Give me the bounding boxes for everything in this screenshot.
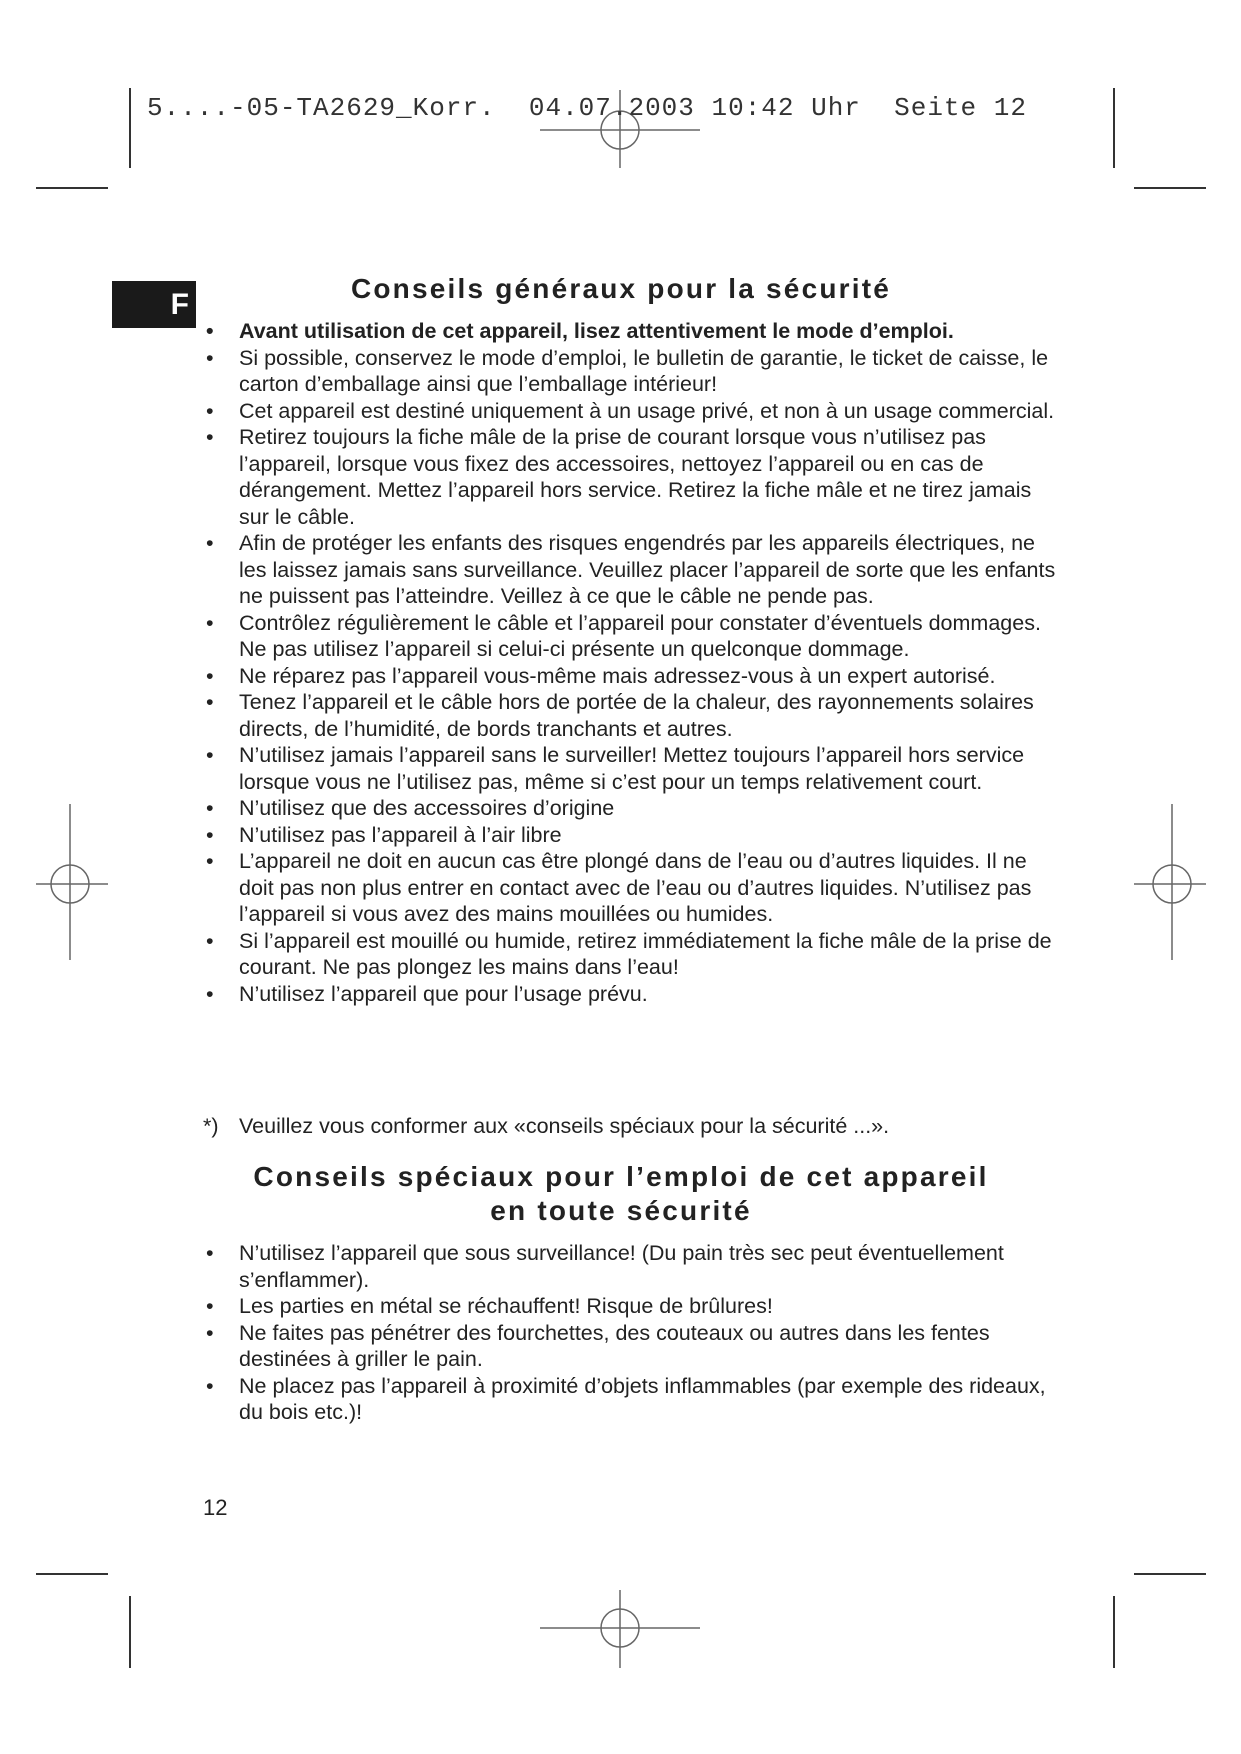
list-item: • Les parties en métal se réchauffent! Risque de brûlures! (203, 1293, 1063, 1320)
list-item: • Afin de protéger les enfants des risques engendrés par les appareils électriques, ne les laissez jamais sans surveillance. Veuillez placer l’appareil de sorte que les enfants ne puissent pas l’atteindre. Veillez à ce que le câble ne pende pas. (203, 530, 1063, 610)
footnote (203, 1113, 889, 1139)
list-item: • Ne faites pas pénétrer des fourchettes, des couteaux ou autres dans les fentes destinées à griller le pain. (203, 1320, 1063, 1373)
registration-target-icon (1134, 804, 1206, 960)
safety-list (203, 318, 1063, 1007)
list-item: • Ne réparez pas l’appareil vous-même mais adressez-vous à un expert autorisé. (203, 663, 1063, 690)
list-item: • N’utilisez jamais l’appareil sans le surveiller! Mettez toujours l’appareil hors service lorsque vous ne l’utilisez pas, même si c’est pour un temps relativement court. (203, 742, 1063, 795)
list-item: • Cet appareil est destiné uniquement à un usage privé, et non à un usage commercial. (203, 398, 1063, 425)
list-item: • Ne placez pas l’appareil à proximité d’objets inflammables (par exemple des rideaux, du bois etc.)! (203, 1373, 1063, 1426)
footnote-marker: *) (203, 1114, 219, 1138)
registration-target-icon (540, 1590, 700, 1668)
list-item: • L’appareil ne doit en aucun cas être plongé dans de l’eau ou d’autres liquides. Il ne doit pas non plus entrer en contact avec de l’eau ou d’autres liquides. N’utilisez pas l’appareil si vous avez des mains mouillées ou humides. (203, 848, 1063, 928)
list-item: • N’utilisez l’appareil que sous surveillance! (Du pain très sec peut éventuellement s’enflammer). (203, 1240, 1063, 1293)
list-item: • N’utilisez que des accessoires d’origine (203, 795, 1063, 822)
list-item: • Si possible, conservez le mode d’emploi, le bulletin de garantie, le ticket de caisse, le carton d’emballage ainsi que l’emballage intérieur! (203, 345, 1063, 398)
list-item: • Retirez toujours la fiche mâle de la prise de courant lorsque vous n’utilisez pas l’appareil, lorsque vous fixez des accessoires, nettoyez l’appareil ou en cas de dérangement. Mettez l’appareil hors service. Retirez la fiche mâle et ne tirez jamais sur le câble. (203, 424, 1063, 530)
list-item: • Contrôlez régulièrement le câble et l’appareil pour constater d’éventuels dommages. Ne pas utilisez l’appareil si celui-ci présente un quelconque dommage. (203, 610, 1063, 663)
list-item: • Avant utilisation de cet appareil, lisez attentivement le mode d’emploi. (203, 318, 1063, 345)
section1-title: Conseils généraux pour la sécurité (350, 273, 892, 304)
page-number: 12 (203, 1495, 228, 1520)
list-item: • N’utilisez l’appareil que pour l’usage prévu. (203, 981, 1063, 1008)
section2-title (206, 1160, 1036, 1228)
list-item: • Si l’appareil est mouillé ou humide, retirez immédiatement la fiche mâle de la prise de courant. Ne pas plongez les mains dans l’eau! (203, 928, 1063, 981)
list-item: • N’utilisez pas l’appareil à l’air libre (203, 822, 1063, 849)
print-slug: 5....-05-TA2629_Korr. 04.07.2003 10:42 Uhr Seite 12 (147, 93, 1027, 123)
section2-title-line2: en toute sécurité (490, 1195, 752, 1226)
registration-target-icon (36, 804, 108, 960)
list-item: • Tenez l’appareil et le câble hors de portée de la chaleur, des rayonnements solaires directs, de l’humidité, de bords tranchants et autres. (203, 689, 1063, 742)
special-safety-list (203, 1240, 1063, 1426)
section2-title-line1: Conseils spéciaux pour l’emploi de cet appareil (253, 1161, 989, 1192)
footnote-text: Veuillez vous conformer aux «conseils spéciaux pour la sécurité ...». (239, 1114, 890, 1138)
language-tab: F (112, 281, 196, 328)
